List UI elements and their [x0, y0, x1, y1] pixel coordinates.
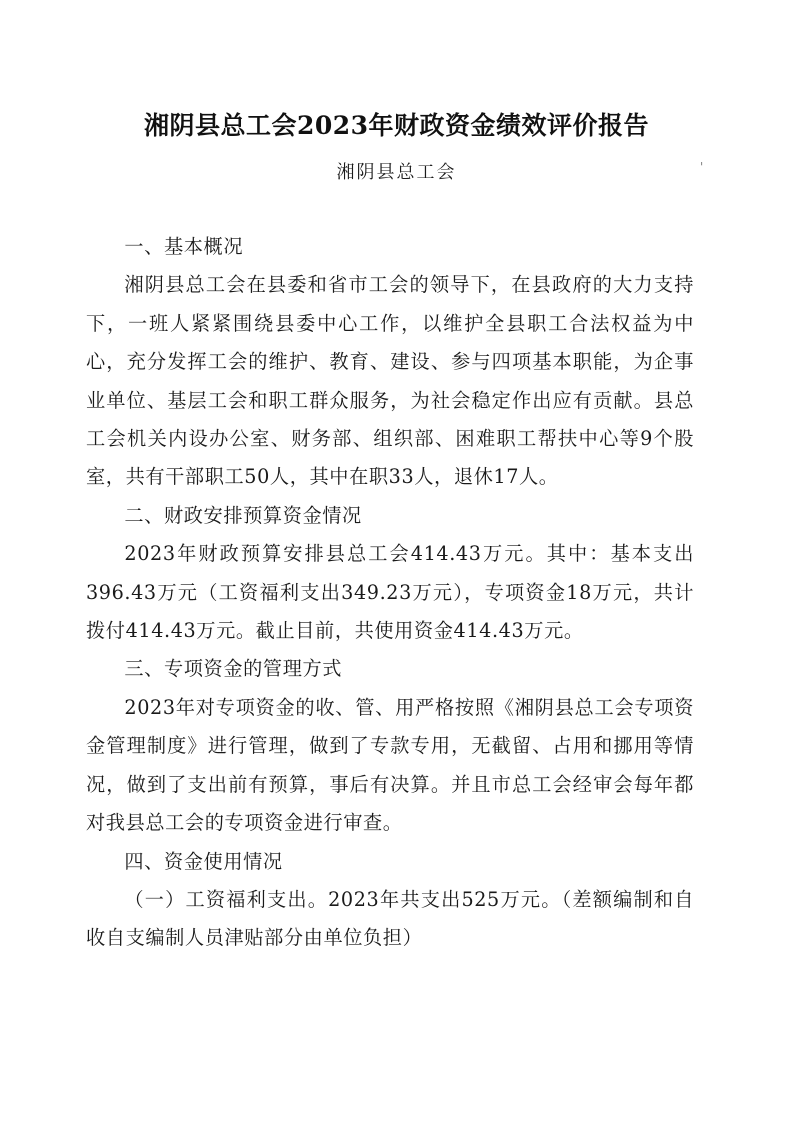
document-title: 湘阴县总工会2023年财政资金绩效评价报告 [143, 111, 650, 140]
paragraph-usage: （一）工资福利支出。2023年共支出525万元。（差额编制和自收自支编制人员津贴部分由单位负担） [86, 887, 694, 950]
document-author: 湘阴县总工会 [336, 162, 457, 183]
section-heading-overview: 一、基本概况 [124, 235, 244, 258]
paragraph-overview: 湘阴县总工会在县委和省市工会的领导下，在县政府的大力支持下，一班人紧紧围绕县委中心工作，以维护全县职工合法权益为中心，充分发挥工会的维护、教育、建设、参与四项基本职能，为企事业单位、基层工会和职工群众服务，为社会稳定作出应有贡献。县总工会机关内设办公室、财务部、组织部、困难职工帮扶中心等9个股室，共有干部职工50人，其中在职33人，退休17人。 [86, 273, 694, 489]
paragraph-management: 2023年对专项资金的收、管、用严格按照《湘阴县总工会专项资金管理制度》进行管理，做到了专款专用，无截留、占用和挪用等情况，做到了支出前有预算，事后有决算。并且市总工会经审会每年都对我县总工会的专项资金进行审查。 [86, 695, 694, 835]
paragraph-budget: 2023年财政预算安排县总工会414.43万元。其中：基本支出396.43万元（工资福利支出349.23万元），专项资金18万元，共计拨付414.43万元。截止目前，共使用资金414.43万元。 [86, 542, 694, 643]
section-heading-management: 三、专项资金的管理方式 [124, 657, 343, 681]
section-heading-budget: 二、财政安排预算资金情况 [124, 503, 362, 527]
section-heading-usage: 四、资金使用情况 [124, 849, 283, 873]
scan-mark: ' [700, 160, 704, 174]
document-body [86, 228, 694, 958]
